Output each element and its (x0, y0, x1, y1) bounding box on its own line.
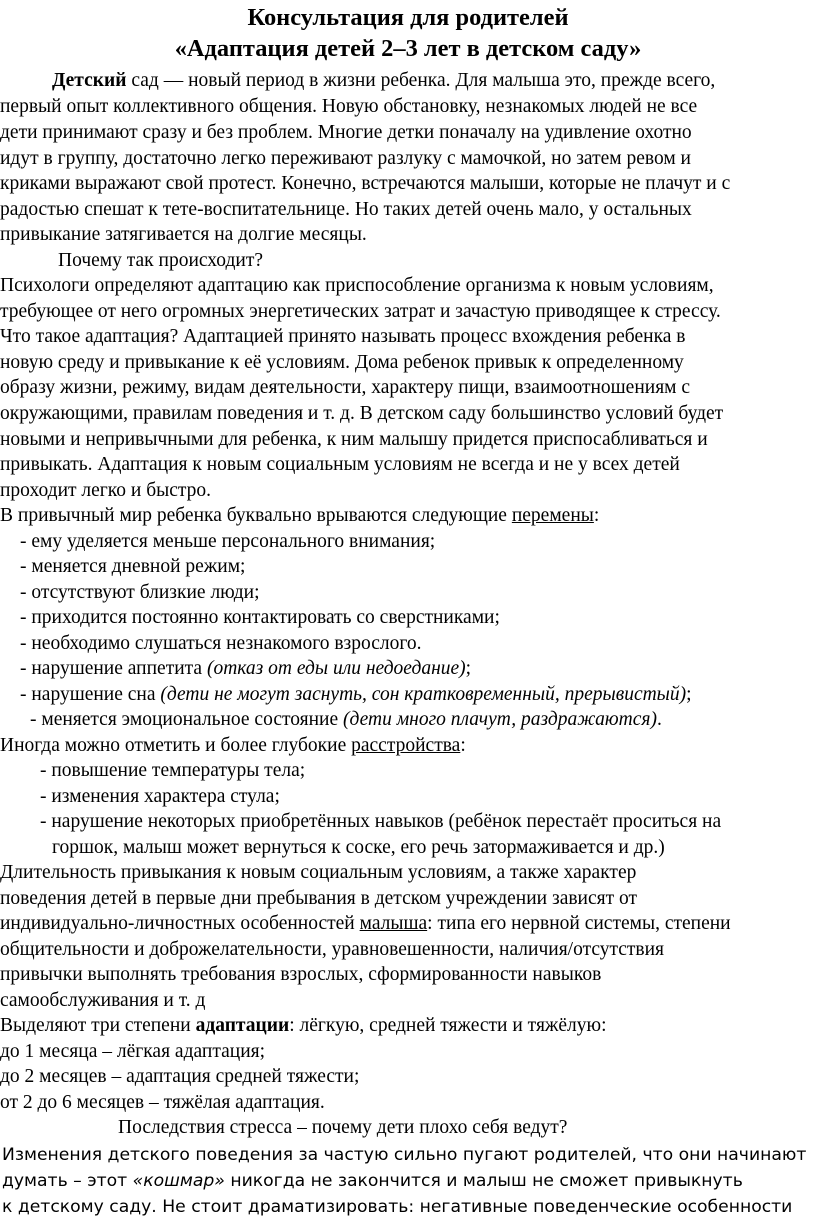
duration-line-6: самообслуживания и т. д (0, 990, 206, 1011)
changes-item-text: - нарушение аппетита (20, 658, 207, 679)
stress-line-2-end: никогда не закончится и малыш не сможет привыкнуть (224, 1171, 743, 1191)
disorders-item-continuation: горшок, малыш может вернуться к соске, его речь затормаживается и др.) (52, 837, 665, 858)
changes-item-end: ; (465, 658, 472, 679)
changes-item: - отсутствуют близкие люди; (20, 582, 260, 603)
stress-line-1: Изменения детского поведения за частую сильно пугают родителей, что они начинают (2, 1145, 807, 1165)
degrees-intro-text: Выделяют три степени (0, 1015, 196, 1036)
intro-line-1-text: сад — новый период в жизни ребенка. Для малыша это, прежде всего, (126, 70, 716, 91)
changes-item: - приходится постоянно контактировать со сверстниками; (20, 607, 500, 628)
changes-item-end: ; (686, 684, 692, 705)
why-line-9: проходит легко и быстро. (0, 480, 212, 501)
intro-bold-word: Детский (52, 70, 127, 91)
stress-question: Последствия стресса – почему дети плохо себя ведут? (118, 1117, 568, 1138)
why-line-6: окружающими, правилам поведения и т. д. В детском саду большинство условий будет (0, 403, 724, 424)
why-line-1: Психологи определяют адаптацию как приспособление организма к новым условиям, (0, 275, 714, 296)
disorders-intro-colon: : (460, 735, 466, 756)
intro-line-1 (52, 68, 715, 94)
changes-item-italic: (дети много плачут, раздражаются) (343, 709, 657, 730)
document-title-line-2: «Адаптация детей 2–3 лет в детском саду» (174, 35, 642, 62)
changes-intro-colon: : (593, 505, 600, 526)
why-line-4: новую среду и привыкание к её условиям. Дома ребенок привык к определенному (0, 352, 684, 373)
changes-item-end: . (656, 709, 662, 730)
intro-line-6: радостью спешат к тете-воспитательнице. Но таких детей очень мало, у остальных (0, 199, 692, 220)
stress-italic-word: «кошмар» (132, 1171, 225, 1191)
duration-line-1: Длительность привыкания к новым социальным условиям, а также характер (0, 862, 637, 883)
stress-line-2-text: думать – этот (2, 1171, 133, 1191)
intro-line-7: привыкание затягивается на долгие месяцы. (0, 224, 367, 245)
duration-line-3 (0, 911, 731, 937)
duration-line-5: привычки выполнять требования взрослых, сформированности навыков (0, 964, 602, 985)
stress-line-2 (2, 1168, 743, 1194)
intro-line-3: дети принимают сразу и без проблем. Многие детки поначалу на удивление охотно (0, 122, 692, 143)
changes-item (20, 682, 692, 708)
disorders-intro (0, 733, 466, 759)
duration-line-3-text: индивидуально-личностных особенностей (0, 913, 360, 934)
degrees-item: до 1 месяца – лёгкая адаптация; (0, 1041, 266, 1062)
changes-item: - необходимо слушаться незнакомого взрослого. (20, 633, 422, 654)
duration-line-4: общительности и доброжелательности, уравновешенности, наличия/отсутствия (0, 939, 665, 960)
duration-line-2: поведения детей в первые дни пребывания в детском учреждении зависят от (0, 888, 638, 909)
changes-item-text: - нарушение сна (20, 684, 161, 705)
disorders-underlined-word: расстройства (351, 735, 461, 756)
changes-item: - ему уделяется меньше персонального внимания; (20, 531, 436, 552)
changes-item-italic: (дети не могут заснуть, сон кратковременный, прерывистый) (160, 684, 687, 705)
disorders-item: - повышение температуры тела; (40, 760, 306, 781)
changes-intro (0, 503, 599, 529)
intro-line-5: криками выражают свой протест. Конечно, встречаются малыши, которые не плачут и с (0, 173, 731, 194)
changes-item (20, 656, 471, 682)
document-title-line-1: Консультация для родителей (247, 4, 569, 31)
changes-item (30, 707, 662, 733)
why-line-5: образу жизни, режиму, видам деятельности, характеру пищи, взаимоотношениям с (0, 377, 691, 398)
degrees-bold-word: адаптации (195, 1015, 290, 1036)
disorders-intro-text: Иногда можно отметить и более глубокие (0, 735, 352, 756)
changes-intro-text: В привычный мир ребенка буквально врываются следующие (0, 505, 512, 526)
changes-item: - меняется дневной режим; (20, 556, 246, 577)
why-question: Почему так происходит? (58, 250, 264, 271)
changes-underlined-word: перемены (511, 505, 594, 526)
why-line-3: Что такое адаптация? Адаптацией принято называть процесс вхождения ребенка в (0, 326, 686, 347)
degrees-intro (0, 1013, 607, 1039)
degrees-intro-end: : лёгкую, средней тяжести и тяжёлую: (289, 1015, 607, 1036)
disorders-item: - нарушение некоторых приобретённых навыков (ребёнок перестаёт проситься на (40, 811, 722, 832)
duration-underlined-word: малыша (359, 913, 428, 934)
changes-item-italic: (отказ от еды или недоедание) (206, 658, 466, 679)
intro-line-4: идут в группу, достаточно легко переживают разлуку с мамочкой, но затем ревом и (0, 148, 691, 169)
why-line-2: требующее от него огромных энергетических затрат и зачастую приводящее к стрессу. (0, 301, 721, 322)
duration-line-3-end: : типа его нервной системы, степени (427, 913, 731, 934)
why-line-8: привыкать. Адаптация к новым социальным условиям не всегда и не у всех детей (0, 454, 680, 475)
disorders-item: - изменения характера стула; (40, 786, 280, 807)
why-line-7: новыми и непривычными для ребенка, к ним малышу придется приспосабливаться и (0, 429, 708, 450)
stress-line-3: к детскому саду. Не стоит драматизировать: негативные поведенческие особенности (2, 1197, 793, 1217)
degrees-item: до 2 месяцев – адаптация средней тяжести; (0, 1066, 360, 1087)
changes-item-text: - меняется эмоциональное состояние (30, 709, 343, 730)
intro-line-2: первый опыт коллективного общения. Новую обстановку, незнакомых людей не все (0, 96, 698, 117)
degrees-item: от 2 до 6 месяцев – тяжёлая адаптация. (0, 1092, 325, 1113)
